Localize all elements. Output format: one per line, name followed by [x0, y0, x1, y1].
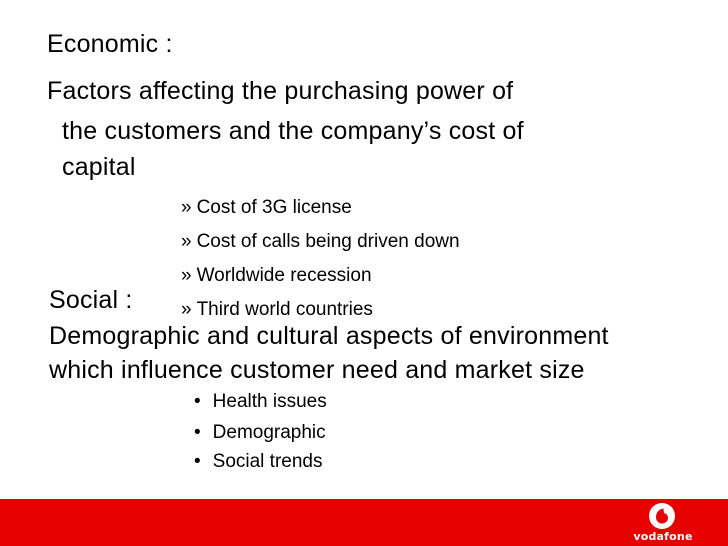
economic-item-label: Cost of 3G license: [196, 197, 352, 218]
economic-description-line: Factors affecting the purchasing power of: [47, 77, 514, 105]
vodafone-wordmark: vodafone: [633, 530, 693, 543]
social-heading: Social :: [49, 286, 133, 314]
social-item-label: Demographic: [212, 422, 326, 443]
footer-bar: [0, 499, 728, 546]
vodafone-speechmark-icon: [648, 502, 676, 530]
economic-list-item: [181, 232, 460, 251]
economic-item-label: Cost of calls being driven down: [196, 231, 460, 252]
chevron-bullet-icon: »: [181, 197, 192, 218]
chevron-bullet-icon: »: [181, 299, 192, 320]
dot-bullet-icon: •: [194, 451, 201, 472]
chevron-bullet-icon: »: [181, 231, 192, 252]
economic-description-line: capital: [62, 153, 136, 181]
social-description-line: Demographic and cultural aspects of environment: [49, 322, 609, 350]
economic-list-item: [181, 266, 372, 285]
social-item-label: Health issues: [212, 391, 327, 412]
economic-list-item: [181, 300, 373, 319]
social-description-line: which influence customer need and market size: [49, 356, 585, 384]
economic-item-label: Worldwide recession: [196, 265, 372, 286]
social-item-label: Social trends: [212, 451, 323, 472]
economic-list-item: [181, 198, 352, 217]
social-list-item: [194, 423, 326, 442]
economic-item-label: Third world countries: [196, 299, 373, 320]
social-list-item: [194, 452, 323, 471]
chevron-bullet-icon: »: [181, 265, 192, 286]
economic-heading: Economic :: [47, 30, 173, 58]
dot-bullet-icon: •: [194, 422, 201, 443]
social-list-item: [194, 392, 327, 411]
dot-bullet-icon: •: [194, 391, 201, 412]
vodafone-logo: [621, 502, 705, 544]
economic-description-line: the customers and the company’s cost of: [62, 117, 524, 145]
